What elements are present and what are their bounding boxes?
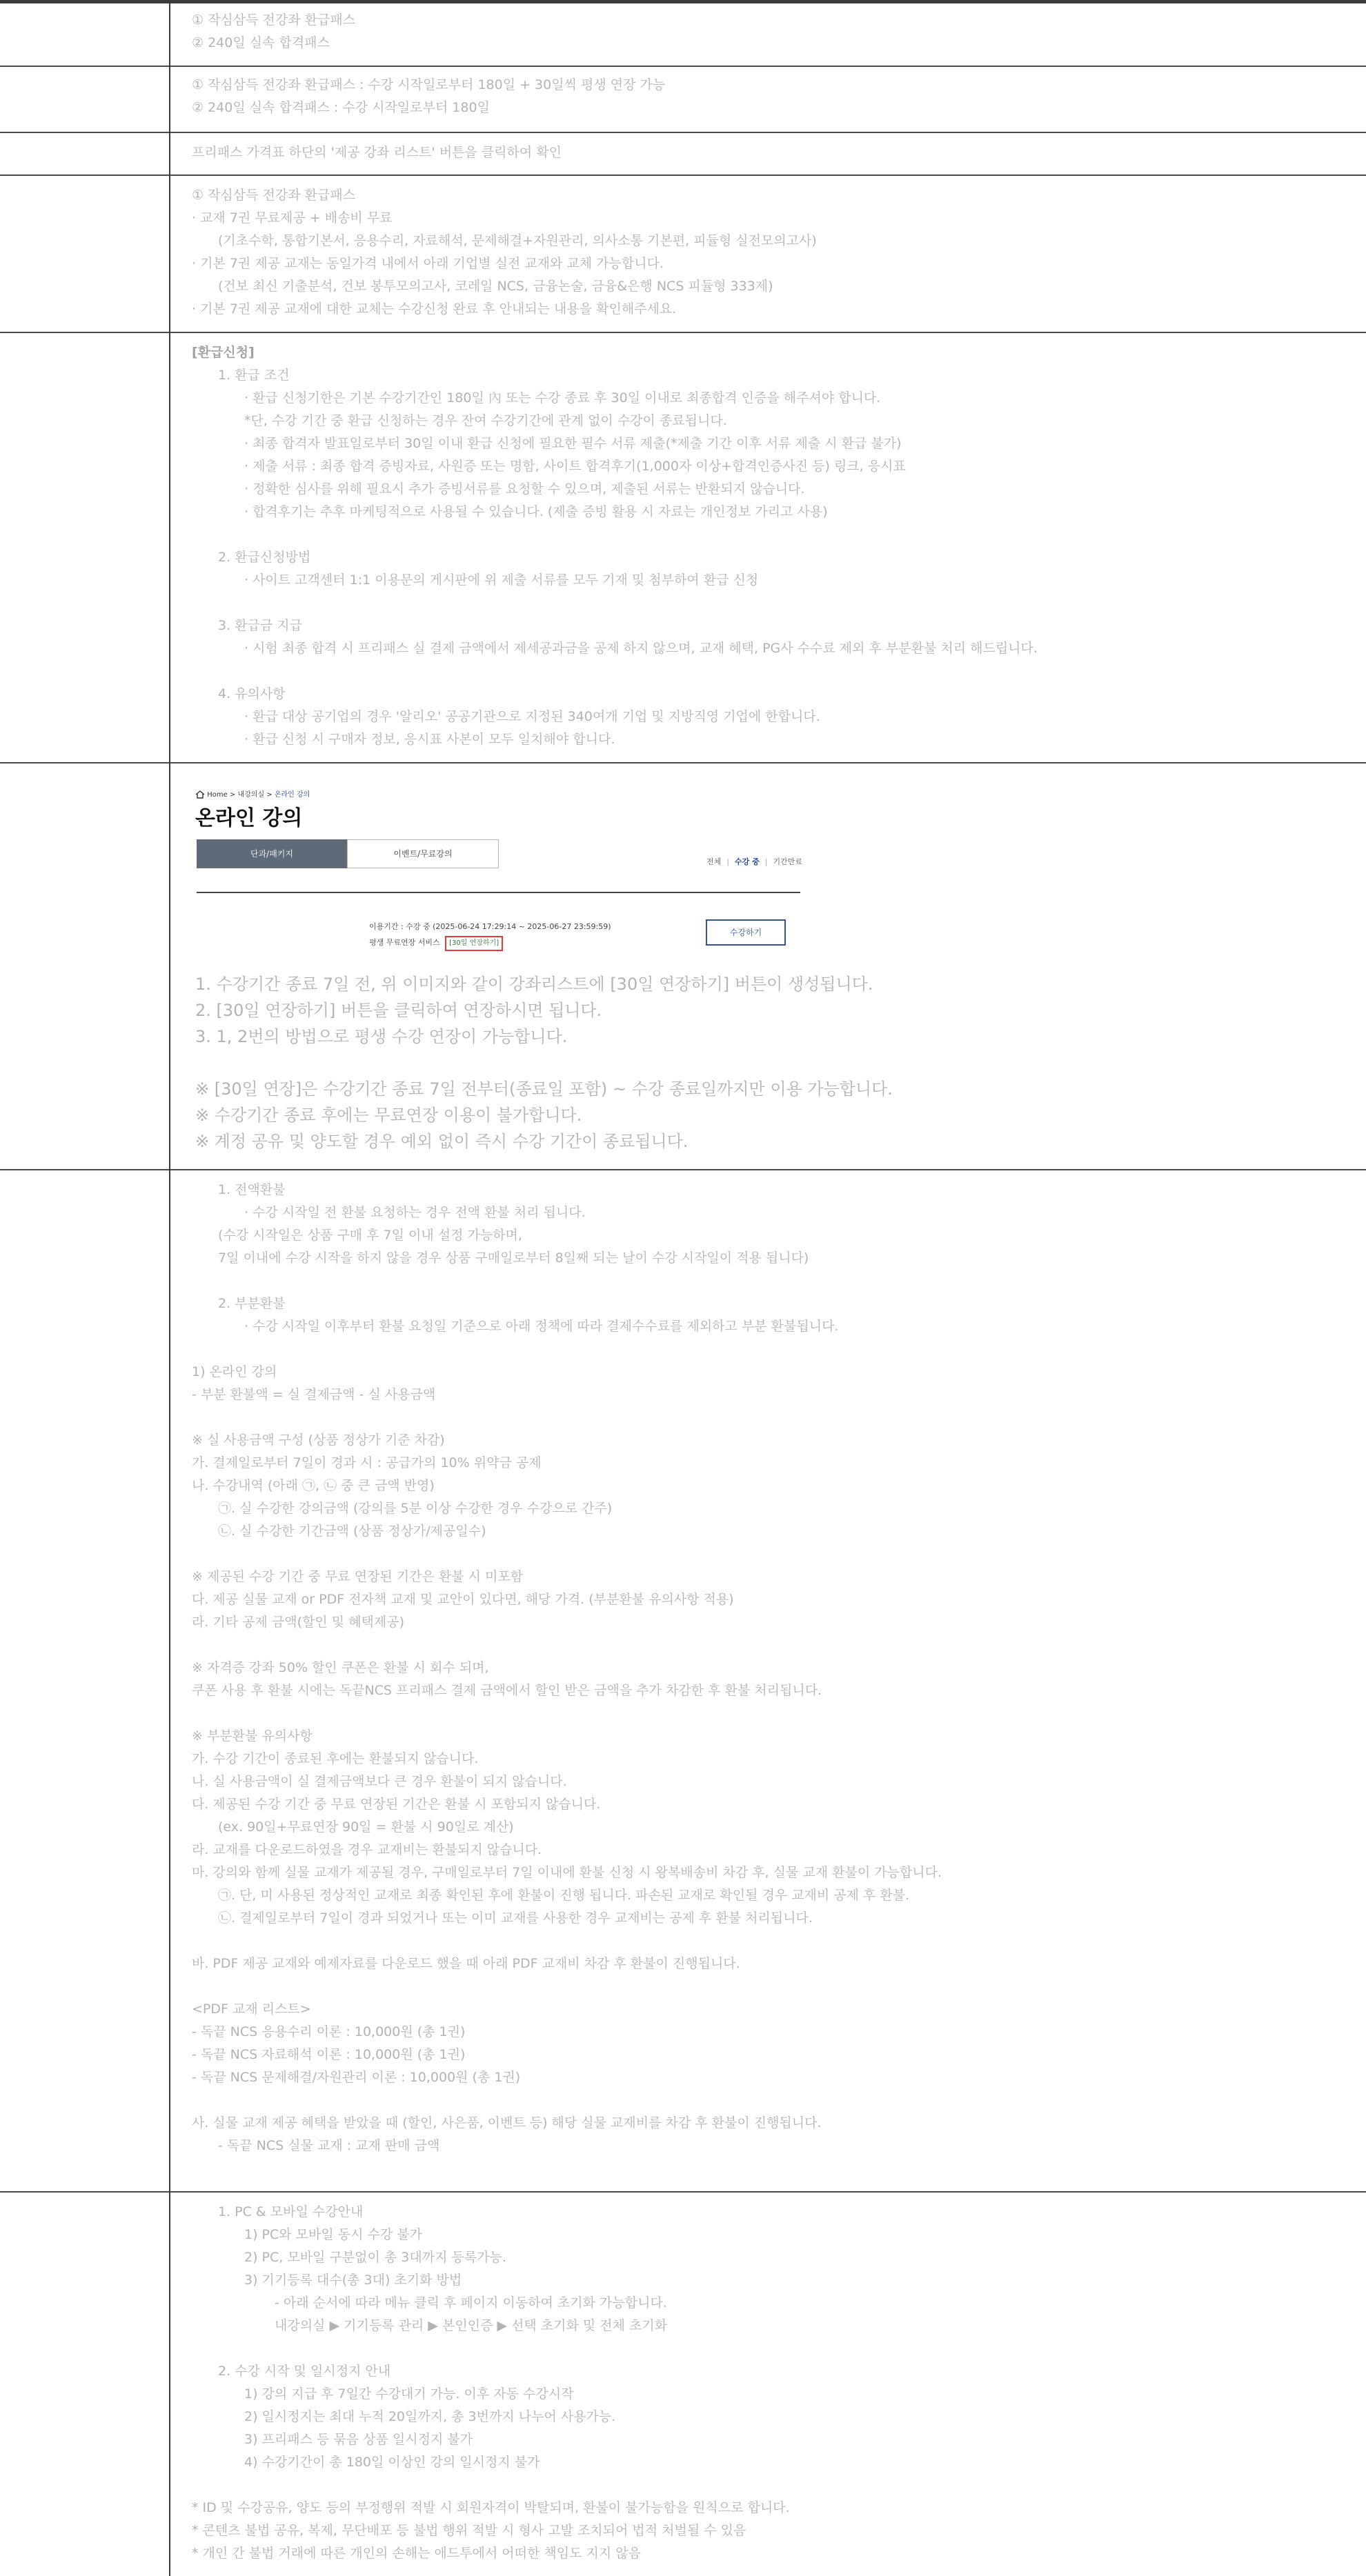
crumb-mid: 내강의실 [237, 791, 265, 799]
device-policy-line: 3) 기기등록 대수(총 3대) 초기화 방법 [244, 2273, 462, 2288]
refund-policy-line: ㉡. 결제일로부터 7일이 경과 되었거나 또는 이미 교재를 사용한 경우 교재비는 공제 후 환불 처리됩니다. [218, 1910, 813, 1926]
home-icon [195, 790, 205, 799]
refund-policy-line: 2. 부분환불 [218, 1296, 286, 1311]
refund-policy-line: 가. 수강 기간이 종료된 후에는 환불되지 않습니다. [192, 1751, 479, 1766]
row-course-list [0, 133, 1366, 176]
column-divider [169, 0, 170, 2576]
refund-policy-line: 7일 이내에 수강 시작을 하지 않을 경우 상품 구매일로부터 8일째 되는 날이 수강 시작일이 적용 됩니다) [218, 1250, 809, 1266]
filter-active: 수강 중 [735, 857, 760, 866]
refund-policy-line: ※ 자격증 강좌 50% 할인 쿠폰은 환불 시 회수 되며, [192, 1660, 489, 1675]
device-policy-line: * 개인 간 불법 거래에 따른 개인의 손해는 애드투에서 어떠한 책임도 지지 않음 [192, 2546, 641, 2561]
extension-note: ※ 계정 공유 및 양도할 경우 예외 없이 즉시 수강 기간이 종료됩니다. [195, 1132, 689, 1151]
device-policy-line: 1. PC & 모바일 수강안내 [218, 2204, 364, 2219]
pass-name: ② 240일 실속 합격패스 [192, 35, 330, 50]
row-refund [0, 333, 1366, 763]
textbook-line: · 교재 7권 무료제공 + 배송비 무료 [192, 210, 393, 226]
refund-item: · 정확한 심사를 위해 필요시 추가 증빙서류를 요청할 수 있으며, 제출된 서류는 반환되지 않습니다. [244, 481, 805, 497]
refund-policy-line: ㉠. 단, 미 사용된 정상적인 교재로 최종 확인된 후에 환불이 진행 됩니다. 파손된 교재로 확인될 경우 교재비 공제 후 환불. [218, 1888, 910, 1903]
refund-section-title: 2. 환급신청방법 [218, 550, 311, 565]
refund-heading: [환급신청] [192, 345, 255, 360]
spacer [192, 1702, 1352, 1725]
refund-policy-line: ㉠. 실 수강한 강의금액 (강의를 5분 이상 수강한 경우 수강으로 간주) [218, 1501, 613, 1516]
refund-policy-line: 1) 온라인 강의 [192, 1364, 277, 1379]
extension-note: ※ [30일 연장]은 수강기간 종료 7일 전부터(종료일 포함) ~ 수강 종료일까지만 이용 가능합니다. [195, 1079, 893, 1099]
spacer [192, 1406, 1352, 1429]
refund-policy-line: 가. 결제일로부터 7일이 경과 시 : 공급가의 10% 위약금 공제 [192, 1455, 542, 1470]
refund-policy-line: 사. 실물 교재 제공 혜택을 받았을 때 (할인, 사은품, 이벤트 등) 해당 실물 교재비를 차감 후 환불이 진행됩니다. [192, 2115, 822, 2130]
usage-period: 이용기간 : 수강 중 (2025-06-24 17:29:14 ~ 2025-06-27 23:59:59) [369, 922, 611, 931]
device-policy-line: * 콘텐츠 불법 공유, 복제, 무단배포 등 불법 행위 적발 시 형사 고발 조치되어 법적 처벌될 수 있음 [192, 2523, 746, 2538]
divider [197, 892, 800, 893]
refund-item: *단, 수강 기간 중 환급 신청하는 경우 잔여 수강기간에 관계 없이 수강이 종료됩니다. [244, 413, 727, 428]
refund-section-title: 1. 환급 조건 [218, 368, 290, 383]
refund-policy-line: 마. 강의와 함께 실물 교재가 제공될 경우, 구매일로부터 7일 이내에 환불 신청 시 왕복배송비 차감 후, 실물 교재 환불이 가능합니다. [192, 1865, 942, 1880]
extension-note: ※ 수강기간 종료 후에는 무료연장 이용이 불가합니다. [195, 1106, 582, 1125]
device-policy-line: 3) 프리패스 등 묶음 상품 일시정지 불가 [244, 2432, 473, 2447]
refund-policy-line: 바. PDF 제공 교재와 예제자료를 다운로드 했을 때 아래 PDF 교재비 차감 후 환불이 진행됩니다. [192, 1956, 740, 1971]
refund-policy-line: - 독끝 NCS 응용수리 이론 : 10,000원 (총 1권) [192, 2024, 466, 2039]
breadcrumb: Home > 내강의실 > 온라인 강의 [195, 788, 310, 802]
textbook-line: · 기본 7권 제공 교재에 대한 교체는 수강신청 완료 후 안내되는 내용을 확인해주세요. [192, 301, 677, 317]
tab-package: 단과/패키지 [197, 839, 347, 868]
refund-policy-line: (ex. 90일+무료연장 90일 = 환불 시 90일로 계산) [218, 1819, 514, 1835]
refund-policy-line: ㉡. 실 수강한 기간금액 (상품 정상가/제공일수) [218, 1524, 486, 1539]
textbook-line: · 기본 7권 제공 교재는 동일가격 내에서 아래 기업별 실전 교재와 교체 가능합니다. [192, 256, 664, 271]
extend-30-days-button: [30일 연장하기] [445, 936, 503, 951]
refund-policy-line: - 독끝 NCS 자료해석 이론 : 10,000원 (총 1권) [192, 2047, 466, 2062]
spacer [192, 2474, 1352, 2497]
device-policy-line: * ID 및 수강공유, 양도 등의 부정행위 적발 시 회원자격이 박탈되며, 환불이 불가능함을 원칙으로 합니다. [192, 2500, 790, 2515]
spacer [192, 2337, 1352, 2360]
refund-policy-line: - 독끝 NCS 실물 교재 : 교재 판매 금액 [218, 2138, 440, 2153]
row-textbooks [0, 176, 1366, 333]
device-policy-line: 1) PC와 모바일 동시 수강 불가 [244, 2227, 422, 2242]
refund-policy-line: · 수강 시작일 전 환불 요청하는 경우 전액 환불 처리 됩니다. [244, 1205, 586, 1220]
refund-policy-line: ※ 부분환불 유의사항 [192, 1728, 313, 1744]
device-policy-line: 1) 강의 지급 후 7일간 수강대기 가능. 이후 자동 수강시작 [244, 2386, 574, 2402]
filter-expired: 기간만료 [773, 857, 802, 866]
device-policy-line: 4) 수강기간이 총 180일 이상인 강의 일시정지 불가 [244, 2455, 540, 2470]
refund-policy-line: 나. 수강내역 (아래 ㉠, ㉡ 중 큰 금액 반영) [192, 1478, 435, 1493]
refund-item: · 제출 서류 : 최종 합격 증빙자료, 사원증 또는 명함, 사이트 합격후기(1,000자 이상+합격인증사진 등) 링크, 응시표 [244, 459, 906, 474]
lecture-screenshot [195, 783, 802, 969]
device-policy-line: 2) PC, 모바일 구분없이 총 3대까지 등록가능. [244, 2250, 506, 2265]
textbook-line: (건보 최신 기출분석, 건보 봉투모의고사, 코레일 NCS, 금융논술, 금융&은행 NCS 피듈형 333제) [218, 279, 773, 294]
study-button: 수강하기 [706, 919, 786, 946]
spacer [192, 2089, 1352, 2112]
refund-item: · 환급 대상 공기업의 경우 '알리오' 공공기관으로 지정된 340여개 기업 및 지방직영 기업에 한합니다. [244, 709, 820, 724]
refund-policy-line: 1. 전액환불 [218, 1182, 286, 1197]
page-title: 온라인 강의 [195, 806, 303, 830]
extension-steps [195, 971, 893, 1155]
row-refund-policy [0, 1170, 1366, 2193]
row-device-policy [0, 2193, 1366, 2576]
refund-item: · 합격후기는 추후 마케팅적으로 사용될 수 있습니다. (제출 증빙 활용 시 자료는 개인정보 가리고 사용) [244, 504, 828, 519]
device-policy-line: 내강의실 ▶ 기기등록 관리 ▶ 본인인증 ▶ 선택 초기화 및 전체 초기화 [275, 2318, 668, 2333]
refund-policy-line: (수강 시작일은 상품 구매 후 7일 이내 설정 가능하며, [218, 1228, 522, 1243]
refund-policy-line: 다. 제공 실물 교재 or PDF 전자책 교재 및 교안이 있다면, 해당 가격. (부분환불 유의사항 적용) [192, 1592, 734, 1607]
crumb-current: 온라인 강의 [274, 791, 310, 799]
extension-step: 1. 수강기간 종료 7일 전, 위 이미지와 같이 강좌리스트에 [30일 연장하기] 버튼이 생성됩니다. [195, 975, 873, 994]
pass-period: ① 작심삼득 전강좌 환급패스 : 수강 시작일로부터 180일 + 30일씩 평생 연장 가능 [192, 77, 666, 92]
course-list-note: 프리패스 가격표 하단의 '제공 강좌 리스트' 버튼을 클릭하여 확인 [192, 145, 562, 160]
refund-policy-line: - 독끝 NCS 문제해결/자원관리 이론 : 10,000원 (총 1권) [192, 2070, 521, 2085]
pass-name: ① 작심삼득 전강좌 환급패스 [192, 12, 356, 28]
spacer [192, 1634, 1352, 1657]
pass-period: ② 240일 실속 합격패스 : 수강 시작일로부터 180일 [192, 100, 490, 115]
row-pass-periods [0, 67, 1366, 133]
refund-section-title: 4. 유의사항 [218, 686, 286, 701]
refund-policy-line: 쿠폰 사용 후 환불 시에는 독끝NCS 프리패스 결제 금액에서 할인 받은 금액을 추가 차감한 후 환불 처리됩니다. [192, 1683, 822, 1698]
spacer [192, 1270, 1352, 1292]
refund-policy-line: 다. 제공된 수강 기간 중 무료 연장된 기간은 환불 시 포함되지 않습니다. [192, 1797, 601, 1812]
tab-event: 이벤트/무료강의 [347, 839, 499, 868]
refund-policy-line: 나. 실 사용금액이 실 결제금액보다 큰 경우 환불이 되지 않습니다. [192, 1774, 567, 1789]
spacer [192, 1543, 1352, 1566]
spacer [192, 1975, 1352, 1998]
extension-label: 평생 무료연장 서비스 [369, 938, 440, 947]
refund-item: · 환급 신청기한은 기본 수강기간인 180일 內 또는 수강 종료 후 30일 이내로 최종합격 인증을 해주셔야 합니다. [244, 390, 881, 406]
spacer [192, 1930, 1352, 1953]
extension-step: 2. [30일 연장하기] 버튼을 클릭하여 연장하시면 됩니다. [195, 1001, 602, 1020]
spacer [192, 1338, 1352, 1361]
refund-policy-line: - 부분 환불액 = 실 결제금액 - 실 사용금액 [192, 1387, 436, 1402]
refund-policy-line: · 수강 시작일 이후부터 환불 요청일 기준으로 아래 정책에 따라 결제수수료를 제외하고 부분 환불됩니다. [244, 1319, 839, 1334]
extension-step: 3. 1, 2번의 방법으로 평생 수강 연장이 가능합니다. [195, 1027, 568, 1046]
device-policy-line: - 아래 순서에 따라 메뉴 클릭 후 페이지 이동하여 초기화 가능합니다. [275, 2295, 667, 2310]
row-pass-names [0, 3, 1366, 67]
refund-policy-line: ※ 제공된 수강 기간 중 무료 연장된 기간은 환불 시 미포함 [192, 1569, 524, 1584]
refund-item: · 환급 신청 시 구매자 정보, 응시표 사본이 모두 일치해야 합니다. [244, 732, 615, 747]
refund-policy-line: ※ 실 사용금액 구성 (상품 정상가 기준 차감) [192, 1432, 445, 1448]
refund-item: · 시험 최종 합격 시 프리패스 실 결제 금액에서 제세공과금을 공제 하지 않으며, 교재 혜택, PG사 수수료 제외 후 부분환불 처리 해드립니다. [244, 641, 1038, 656]
extension-service [369, 936, 503, 950]
crumb-home: Home [207, 791, 228, 799]
device-policy-line: 2) 일시정지는 최대 누적 20일까지, 총 3번까지 나누어 사용가능. [244, 2409, 616, 2424]
refund-item: · 최종 합격자 발표일로부터 30일 이내 환급 신청에 필요한 필수 서류 제출(*제출 기간 이후 서류 제출 시 환급 불가) [244, 436, 902, 451]
textbook-line: (기초수학, 통합기본서, 응용수리, 자료해석, 문제해결+자원관리, 의사소통 기본편, 피듈형 실전모의고사) [218, 233, 817, 248]
filter-all: 전체 [706, 857, 722, 866]
refund-policy-line: <PDF 교재 리스트> [192, 2001, 311, 2017]
device-policy-line: 2. 수강 시작 및 일시정지 안내 [218, 2364, 391, 2379]
refund-policy-line: 라. 교재를 다운로드하였을 경우 교재비는 환불되지 않습니다. [192, 1842, 542, 1857]
refund-section-title: 3. 환급금 지급 [218, 618, 302, 633]
refund-policy-line: 라. 기타 공제 금액(할인 및 혜택제공) [192, 1615, 405, 1630]
filter-bar: 전체 | 수강 중 | 기간만료 [706, 857, 802, 866]
refund-item: · 사이트 고객센터 1:1 이용문의 게시판에 위 제출 서류를 모두 기재 및 첨부하여 환급 신청 [244, 572, 759, 588]
textbook-line: ① 작심삼득 전강좌 환급패스 [192, 188, 356, 203]
